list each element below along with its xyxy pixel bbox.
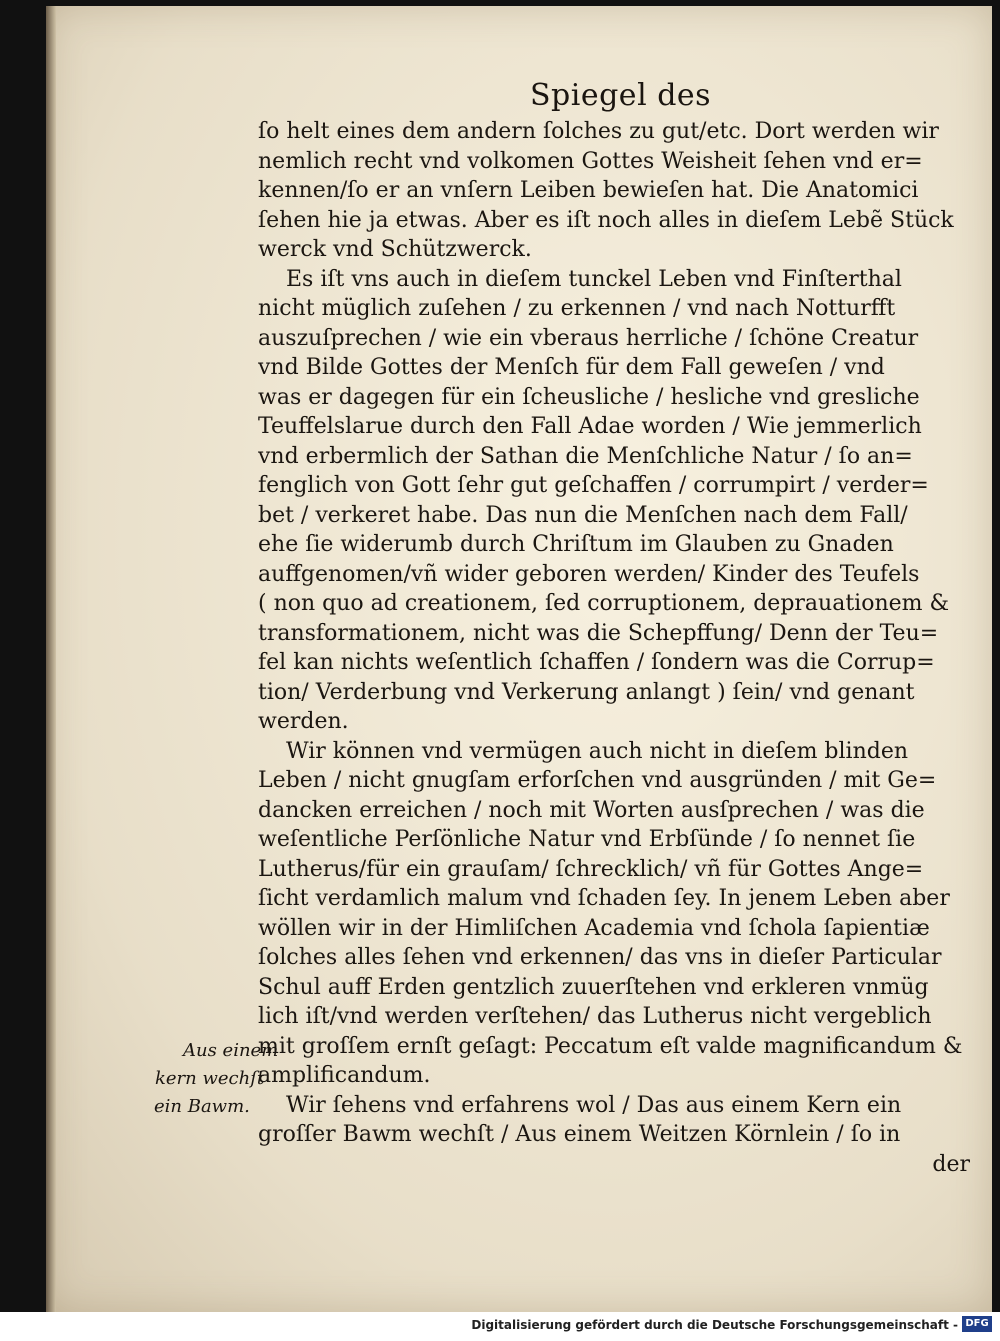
text-line: werck vnd Schützwerck. xyxy=(258,237,532,262)
margin-note: kern wechſt xyxy=(155,1068,265,1089)
text-line: auszuſprechen / wie ein vberaus herrliche / ſchöne Creatur xyxy=(258,325,919,351)
margin-note: Aus einem xyxy=(183,1040,279,1061)
text-line: bet / verkeret habe. Das nun die Menſchen nach dem Fall/ xyxy=(258,502,908,528)
text-line: Teuffelslarue durch den Fall Adae worden / Wie jemmerlich xyxy=(258,414,922,439)
page-gutter-edge xyxy=(46,6,56,1312)
running-title: Spiegel des xyxy=(530,78,712,113)
text-line: Wir können vnd vermügen auch nicht in dieſem blinden xyxy=(258,738,909,764)
catchword: der xyxy=(932,1151,970,1177)
text-line: ( non quo ad creationem, ſed corruptionem, deprauationem & xyxy=(258,591,950,616)
text-line: dancken erreichen / noch mit Worten ausſprechen / was die xyxy=(258,797,925,823)
text-line: ſicht verdamlich malum vnd ſchaden ſey. In jenem Leben aber xyxy=(258,886,950,911)
text-line: mit groſſem ernſt geſagt: Peccatum eſt valde magnificandum & xyxy=(258,1033,963,1059)
text-line: ſehen hie ja etwas. Aber es iſt noch alles in dieſem Lebẽ Stück xyxy=(258,207,954,233)
text-line: tion/ Verderbung vnd Verkerung anlangt ) ſein/ vnd genant xyxy=(258,679,915,705)
text-line: weſentliche Perſönliche Natur vnd Erbſünde / ſo nennet ſie xyxy=(258,827,916,852)
text-line: fel kan nichts weſentlich ſchaffen / ſondern was die Corrup= xyxy=(258,650,935,675)
text-line: vnd Bilde Gottes der Menſch für dem Fall geweſen / vnd xyxy=(258,355,885,380)
text-line: was er dagegen für ein ſcheusliche / hesliche vnd gresliche xyxy=(258,384,920,410)
text-line: Schul auff Erden gentzlich zuuerſtehen vnd erkleren vnmüg xyxy=(258,974,929,1000)
page-body-text xyxy=(258,117,970,1179)
text-line: vnd erbermlich der Sathan die Menſchliche Natur / ſo an= xyxy=(258,443,913,469)
text-line: amplificandum. xyxy=(258,1063,431,1088)
text-line: werden. xyxy=(258,709,349,734)
text-line: auffgenomen/vñ wider geboren werden/ Kinder des Teufels xyxy=(258,561,920,587)
digitization-credit: Digitalisierung gefördert durch die Deutsche Forschungsgemeinschaft - xyxy=(471,1318,958,1332)
text-line: ehe ſie widerumb durch Chriſtum im Glauben zu Gnaden xyxy=(258,532,894,557)
text-line: nemlich recht vnd volkomen Gottes Weisheit ſehen vnd er= xyxy=(258,148,923,174)
text-line: lich iſt/vnd werden verſtehen/ das Lutherus nicht vergeblich xyxy=(258,1004,932,1029)
text-line: groſſer Bawm wechſt / Aus einem Weitzen Körnlein / ſo in xyxy=(258,1122,901,1147)
text-line: Wir ſehens vnd erfahrens wol / Das aus einem Kern ein xyxy=(258,1092,902,1118)
margin-note: ein Bawm. xyxy=(154,1096,250,1117)
text-line: ſolches alles ſehen vnd erkennen/ das vns in dieſer Particular xyxy=(258,945,942,970)
text-line: Lutherus/für ein grauſam/ ſchrecklich/ vñ für Gottes Ange= xyxy=(258,856,924,882)
text-line: nicht müglich zuſehen / zu erkennen / vnd nach Notturfft xyxy=(258,296,896,321)
text-line: Es iſt vns auch in dieſem tunckel Leben vnd Finſterthal xyxy=(258,266,902,292)
text-line: wöllen wir in der Himliſchen Academia vnd ſchola ſapientiæ xyxy=(258,915,930,941)
text-line: fenglich von Gott ſehr gut geſchaffen / corrumpirt / verder= xyxy=(258,473,929,498)
text-line: Leben / nicht gnugſam erforſchen vnd ausgründen / mit Ge= xyxy=(258,768,937,793)
dfg-logo-icon: DFG xyxy=(962,1316,992,1332)
text-line: kennen/ſo er an vnſern Leiben bewieſen hat. Die Anatomici xyxy=(258,178,919,203)
text-line: transformationem, nicht was die Schepffung/ Denn der Teu= xyxy=(258,620,939,646)
text-line: ſo helt eines dem andern ſolches zu gut/etc. Dort werden wir xyxy=(258,119,939,144)
